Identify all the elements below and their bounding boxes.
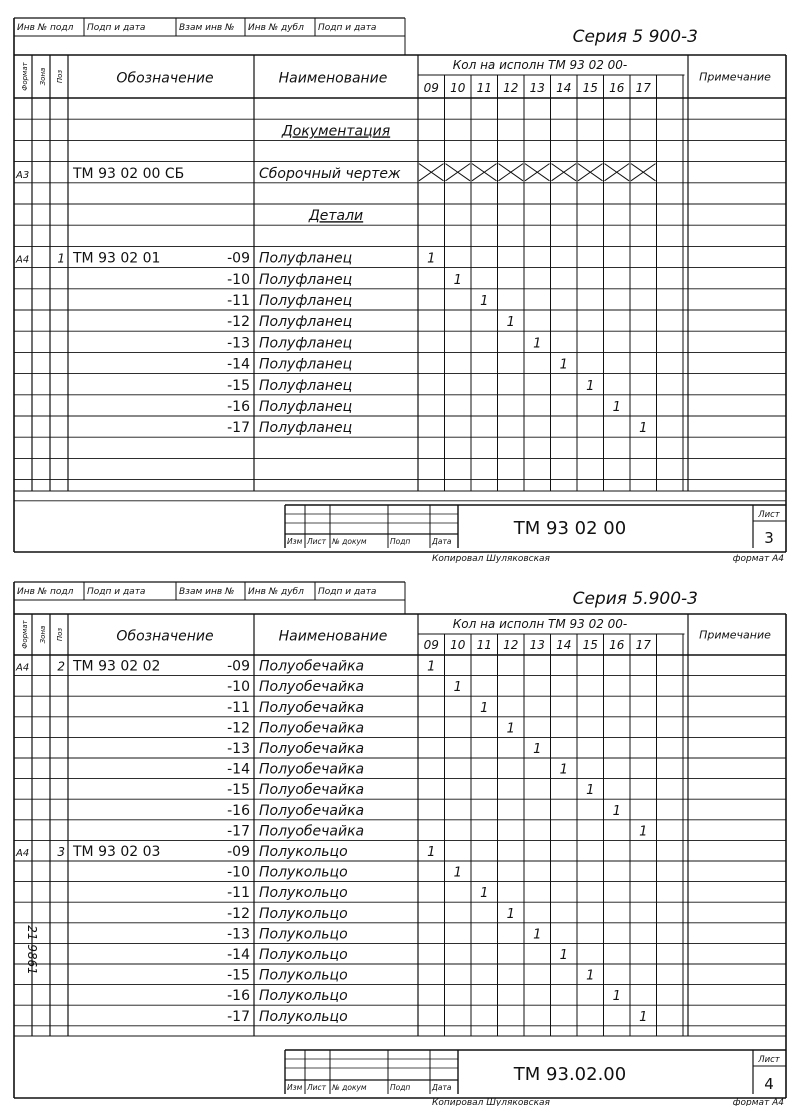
- title-block-label: Подп: [390, 1083, 411, 1092]
- qty-mark: 1: [612, 803, 621, 819]
- row-format: А4: [16, 848, 30, 859]
- header-note: Примечание: [699, 628, 771, 642]
- version-label: 17: [635, 638, 651, 652]
- row-version-suffix: -11: [227, 699, 250, 716]
- stamp-label: Инв № подл: [17, 23, 74, 33]
- row-name: Полуфланец: [259, 250, 353, 267]
- qty-mark: 1: [586, 783, 595, 799]
- row-format: А4: [16, 662, 30, 674]
- row-version-suffix: -17: [227, 1008, 250, 1025]
- title-block-sheet-label: Лист: [758, 1055, 780, 1065]
- row-position: 3: [57, 845, 65, 859]
- row-name: Полуфланец: [259, 356, 353, 373]
- version-label: 11: [476, 638, 492, 652]
- row-name: Полукольцо: [259, 947, 348, 963]
- stamp-label: Подп и дата: [318, 587, 377, 597]
- version-label: 16: [609, 638, 625, 652]
- header-name: Наименование: [278, 628, 388, 645]
- qty-mark: 1: [480, 294, 489, 309]
- stamp-label: Инв № подл: [17, 587, 74, 597]
- header-format: Формат: [21, 620, 29, 649]
- row-version-suffix: -09: [227, 844, 250, 860]
- cross-mark: [578, 164, 603, 181]
- row-format: А3: [16, 169, 30, 181]
- title-block-label: Лист: [307, 537, 327, 546]
- header-pos: Поз: [56, 69, 64, 84]
- header-zone: Зона: [39, 625, 47, 644]
- footer-copied-by: Копировал Шуляковская: [432, 554, 550, 564]
- qty-mark: 1: [453, 865, 462, 881]
- header-note: Примечание: [699, 70, 771, 84]
- row-version-suffix: -16: [227, 802, 250, 819]
- row-name: Полуобечайка: [259, 679, 365, 696]
- version-label: 15: [582, 638, 598, 652]
- qty-mark: 1: [559, 762, 568, 778]
- version-label: 09: [423, 81, 439, 95]
- row-name: Полукольцо: [259, 844, 348, 860]
- row-name: Полуобечайка: [259, 761, 365, 778]
- row-version-suffix: -16: [227, 988, 250, 1005]
- qty-mark: 1: [533, 742, 542, 757]
- row-version-suffix: -13: [227, 926, 250, 943]
- row-name: Полуобечайка: [259, 782, 365, 799]
- row-name: Полукольцо: [259, 967, 348, 984]
- row-name: Полуобечайка: [259, 741, 365, 757]
- version-label: 13: [529, 81, 545, 95]
- version-label: 15: [582, 81, 598, 95]
- qty-mark: 1: [453, 272, 462, 288]
- qty-mark: 1: [639, 1009, 648, 1025]
- version-label: 12: [503, 638, 519, 652]
- title-block-sheet-number: 4: [764, 1075, 774, 1093]
- qty-mark: 1: [612, 989, 621, 1005]
- title-block-label: Дата: [432, 537, 452, 546]
- qty-mark: 1: [453, 680, 462, 696]
- qty-mark: 1: [427, 251, 436, 267]
- row-name: Полуфланец: [259, 399, 353, 415]
- row-version-suffix: -17: [227, 420, 250, 437]
- version-label: 10: [450, 81, 466, 95]
- row-version-suffix: -12: [227, 905, 250, 922]
- row-version-suffix: -14: [227, 947, 250, 963]
- version-label: 12: [503, 81, 519, 95]
- row-name: Полукольцо: [259, 1008, 348, 1025]
- row-name: Полуобечайка: [259, 823, 365, 840]
- title-block-doc-number: ТМ 93 02 00: [513, 518, 627, 539]
- cross-mark: [446, 164, 471, 181]
- version-label: 16: [609, 81, 625, 95]
- row-name: Полукольцо: [259, 905, 348, 922]
- title-block-label: № докум: [332, 537, 367, 546]
- title-block-label: № докум: [332, 1083, 367, 1092]
- title-block-sheet-number: 3: [764, 529, 774, 547]
- row-name: Полуфланец: [259, 335, 353, 352]
- row-designation: ТМ 93 02 03: [73, 844, 161, 860]
- section-title: Документация: [281, 123, 391, 140]
- qty-mark: 1: [559, 357, 568, 373]
- section-title: Детали: [308, 208, 364, 225]
- title-block-sheet-label: Лист: [758, 510, 780, 520]
- row-name: Сборочный чертеж: [259, 165, 401, 182]
- version-label: 17: [635, 81, 651, 95]
- qty-mark: 1: [559, 948, 568, 963]
- version-label: 10: [450, 638, 466, 652]
- title-block-doc-number: ТМ 93.02.00: [513, 1064, 627, 1085]
- row-name: Полуобечайка: [259, 720, 365, 737]
- row-format: А4: [16, 254, 30, 266]
- stamp-label: Подп и дата: [318, 23, 377, 33]
- version-label: 14: [556, 81, 572, 95]
- qty-mark: 1: [506, 315, 515, 331]
- row-version-suffix: -15: [227, 377, 250, 394]
- qty-mark: 1: [480, 886, 489, 902]
- row-version-suffix: -14: [227, 761, 250, 778]
- title-block-label: Изм: [287, 537, 303, 546]
- footer-format: формат А4: [732, 1098, 784, 1106]
- qty-mark: 1: [639, 421, 648, 437]
- row-name: Полукольцо: [259, 864, 348, 881]
- row-version-suffix: -11: [227, 293, 250, 309]
- row-name: Полуобечайка: [259, 802, 365, 819]
- header-format: Формат: [21, 62, 29, 91]
- title-block-label: Подп: [390, 537, 411, 546]
- header-zone: Зона: [39, 67, 47, 86]
- version-label: 13: [529, 638, 545, 652]
- series-label: Серия 5 900-3: [572, 27, 698, 47]
- row-version-suffix: -15: [227, 782, 250, 799]
- row-name: Полукольцо: [259, 988, 348, 1005]
- cross-mark: [499, 164, 524, 181]
- header-qty-title: Кол на исполн ТМ 93 02 00-: [452, 617, 628, 631]
- row-version-suffix: -12: [227, 314, 250, 331]
- row-version-suffix: -11: [227, 885, 250, 902]
- version-label: 09: [423, 638, 439, 652]
- row-designation: ТМ 93 02 01: [73, 250, 161, 267]
- stamp-label: Инв № дубл: [248, 587, 304, 597]
- row-position: 2: [57, 659, 65, 674]
- qty-mark: 1: [427, 845, 436, 860]
- cross-mark: [631, 164, 656, 181]
- qty-mark: 1: [506, 906, 515, 922]
- qty-mark: 1: [480, 700, 489, 716]
- row-name: Полукольцо: [259, 926, 348, 943]
- row-version-suffix: -14: [227, 356, 250, 373]
- row-name: Полуобечайка: [259, 658, 365, 675]
- row-version-suffix: -09: [227, 658, 250, 675]
- row-version-suffix: -10: [227, 271, 250, 288]
- cross-mark: [472, 164, 497, 181]
- row-version-suffix: -13: [227, 335, 250, 352]
- footer-format: формат А4: [732, 554, 784, 564]
- header-qty-title: Кол на исполн ТМ 93 02 00-: [452, 58, 628, 72]
- version-label: 14: [556, 638, 572, 652]
- header-designation: Обозначение: [116, 70, 214, 87]
- margin-note: 21 9861: [25, 925, 39, 975]
- title-block-label: Изм: [287, 1083, 303, 1092]
- qty-mark: 1: [586, 968, 595, 984]
- qty-mark: 1: [427, 659, 436, 675]
- row-name: Полуфланец: [259, 271, 353, 288]
- row-version-suffix: -12: [227, 720, 250, 737]
- stamp-label: Взам инв №: [179, 23, 235, 33]
- qty-mark: 1: [639, 824, 648, 840]
- row-version-suffix: -16: [227, 399, 250, 415]
- row-version-suffix: -09: [227, 250, 250, 267]
- header-designation: Обозначение: [116, 628, 214, 645]
- row-name: Полуфланец: [259, 420, 353, 437]
- title-block-label: Дата: [432, 1083, 452, 1092]
- qty-mark: 1: [586, 378, 595, 394]
- row-name: Полуфланец: [259, 314, 353, 331]
- qty-mark: 1: [612, 400, 621, 415]
- row-name: Полуфланец: [259, 293, 353, 309]
- row-name: Полукольцо: [259, 885, 348, 902]
- stamp-label: Инв № дубл: [248, 23, 304, 33]
- row-name: Полуобечайка: [259, 699, 365, 716]
- footer-copied-by: Копировал Шуляковская: [432, 1098, 550, 1106]
- series-label: Серия 5.900-3: [572, 589, 698, 609]
- row-designation: ТМ 93 02 00 СБ: [73, 165, 185, 182]
- cross-mark: [419, 164, 444, 181]
- stamp-label: Подп и дата: [87, 23, 146, 33]
- cross-mark: [525, 164, 550, 181]
- stamp-label: Подп и дата: [87, 587, 146, 597]
- header-pos: Поз: [56, 627, 64, 642]
- header-name: Наименование: [278, 70, 388, 87]
- cross-mark: [605, 164, 630, 181]
- row-name: Полуфланец: [259, 377, 353, 394]
- row-version-suffix: -17: [227, 823, 250, 840]
- row-version-suffix: -15: [227, 967, 250, 984]
- cross-mark: [552, 164, 577, 181]
- title-block-label: Лист: [307, 1083, 327, 1092]
- stamp-label: Взам инв №: [179, 587, 235, 597]
- qty-mark: 1: [533, 927, 542, 943]
- row-version-suffix: -13: [227, 741, 250, 757]
- version-label: 11: [476, 81, 492, 95]
- qty-mark: 1: [506, 721, 515, 737]
- row-version-suffix: -10: [227, 864, 250, 881]
- qty-mark: 1: [533, 336, 542, 352]
- row-position: 1: [57, 251, 65, 266]
- row-version-suffix: -10: [227, 679, 250, 696]
- row-designation: ТМ 93 02 02: [73, 658, 161, 675]
